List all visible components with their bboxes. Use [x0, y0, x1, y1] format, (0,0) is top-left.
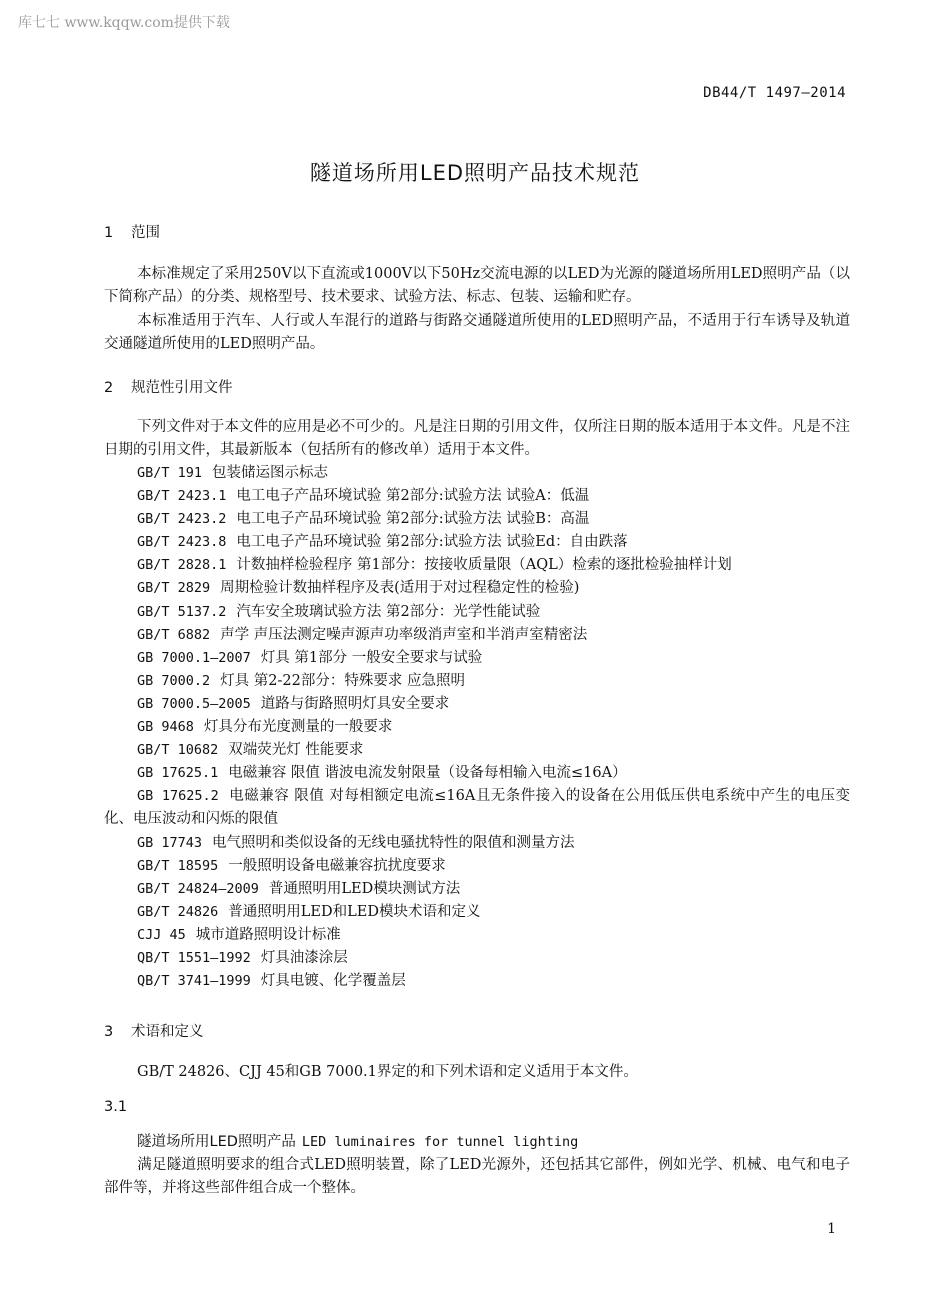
- reference-code: GB/T 10682: [137, 742, 219, 759]
- page-number: 1: [827, 1221, 836, 1237]
- reference-item: [104, 970, 850, 993]
- reference-title: 电磁兼容 限值 谐波电流发射限量（设备每相输入电流≤16A）: [228, 765, 627, 782]
- reference-code: GB/T 2423.1: [137, 488, 227, 505]
- reference-title: 一般照明设备电磁兼容抗扰度要求: [228, 857, 446, 874]
- reference-code: GB/T 2829: [137, 580, 211, 597]
- reference-item: [104, 624, 850, 647]
- reference-title: 周期检验计数抽样程序及表(适用于对过程稳定性的检验): [220, 580, 580, 597]
- section-title: 范围: [131, 225, 160, 241]
- reference-code: QB/T 3741—1999: [137, 973, 251, 990]
- reference-code: GB/T 24824—2009: [137, 880, 259, 897]
- reference-title: 城市道路照明设计标准: [195, 926, 341, 943]
- reference-title: 声学 声压法测定噪声源声功率级消声室和半消声室精密法: [220, 626, 588, 643]
- document-number: DB44/T 1497—2014: [703, 85, 846, 101]
- reference-title: 双端荧光灯 性能要求: [228, 742, 364, 759]
- reference-item: [104, 531, 850, 554]
- terms-intro: GB/T 24826、CJJ 45和GB 7000.1界定的和下列术语和定义适用于本文件。: [137, 1064, 638, 1080]
- reference-item: [104, 462, 850, 485]
- term-heading: [137, 1130, 578, 1151]
- reference-code: QB/T 1551—1992: [137, 949, 251, 966]
- reference-title: 电工电子产品环境试验 第2部分:试验方法 试验B：高温: [236, 511, 590, 528]
- reference-code: GB/T 2828.1: [137, 557, 227, 574]
- reference-title: 灯具分布光度测量的一般要求: [203, 719, 393, 736]
- reference-code: GB/T 2423.2: [137, 511, 227, 528]
- reference-code: GB/T 24826: [137, 903, 219, 920]
- reference-item: [104, 554, 850, 577]
- reference-item: [104, 601, 850, 624]
- reference-title: 灯具 第1部分 一般安全要求与试验: [260, 649, 483, 666]
- term-english: LED luminaires for tunnel lighting: [301, 1134, 579, 1150]
- reference-item: [104, 716, 850, 739]
- reference-item: [104, 670, 850, 693]
- reference-title: 普通照明用LED模块测试方法: [268, 880, 461, 897]
- reference-title: 普通照明用LED和LED模块术语和定义: [228, 903, 481, 920]
- reference-title: 道路与街路照明灯具安全要求: [260, 695, 450, 712]
- reference-item: [104, 508, 850, 531]
- reference-title: 灯具油漆涂层: [260, 949, 348, 966]
- reference-title: 电气照明和类似设备的无线电骚扰特性的限值和测量方法: [212, 834, 575, 851]
- term-definition: 满足隧道照明要求的组合式LED照明装置，除了LED光源外，还包括其它部件，例如光学、机械、电气和电子部件等，并将这些部件组合成一个整体。: [104, 1157, 850, 1196]
- section-number: 3: [104, 1024, 114, 1040]
- reference-title: 计数抽样检验程序 第1部分：按接收质量限（AQL）检索的逐批检验抽样计划: [236, 557, 732, 574]
- scope-paragraph-2: 本标准适用于汽车、人行或人车混行的道路与街路交通隧道所使用的LED照明产品，不适用于行车诱导及轨道交通隧道所使用的LED照明产品。: [104, 313, 850, 352]
- reference-title: 汽车安全玻璃试验方法 第2部分：光学性能试验: [236, 603, 541, 620]
- scope-paragraph-1: 本标准规定了采用250V以下直流或1000V以下50Hz交流电源的以LED为光源的隧道场所用LED照明产品（以下简称产品）的分类、规格型号、技术要求、试验方法、标志、包装、运输和贮存。: [104, 266, 850, 305]
- reference-code: GB 7000.5—2005: [137, 695, 251, 712]
- reference-item: [104, 762, 850, 785]
- section-1-heading: [104, 221, 160, 242]
- reference-title: 电磁兼容 限值 对每相额定电流≤16A且无条件接入的设备在公用低压供电系统中产生的电压变化、电压波动和闪烁的限值: [104, 788, 850, 828]
- reference-item: [104, 577, 850, 600]
- section-number: 1: [104, 225, 114, 241]
- document-title: 隧道场所用LED照明产品技术规范: [309, 161, 641, 185]
- reference-code: GB 7000.1—2007: [137, 649, 251, 666]
- reference-item: [104, 924, 850, 947]
- reference-item: [104, 785, 850, 831]
- reference-code: GB/T 191: [137, 465, 203, 481]
- section-3-heading: [104, 1020, 204, 1041]
- term-chinese: 隧道场所用LED照明产品: [137, 1134, 296, 1150]
- reference-code: GB 17625.2: [137, 788, 219, 805]
- section-number: 2: [104, 380, 114, 396]
- reference-item: [104, 947, 850, 970]
- reference-title: 包装储运图示标志: [212, 465, 329, 481]
- reference-code: GB 17743: [137, 834, 203, 851]
- reference-code: GB/T 6882: [137, 626, 211, 643]
- section-title: 规范性引用文件: [131, 380, 233, 396]
- watermark: 库七七 www.kqqw.com提供下载: [18, 15, 230, 31]
- reference-item: [104, 647, 850, 670]
- reference-code: GB/T 2423.8: [137, 534, 227, 551]
- reference-code: GB 7000.2: [137, 672, 211, 689]
- reference-code: GB/T 5137.2: [137, 603, 227, 620]
- section-2-heading: [104, 376, 233, 397]
- references-intro: 下列文件对于本文件的应用是必不可少的。凡是注日期的引用文件，仅所注日期的版本适用于本文件。凡是不注日期的引用文件，其最新版本（包括所有的修改单）适用于本文件。: [104, 419, 850, 458]
- reference-item: [104, 832, 850, 855]
- reference-title: 电工电子产品环境试验 第2部分:试验方法 试验A：低温: [236, 488, 590, 505]
- reference-item: [104, 878, 850, 901]
- reference-code: GB/T 18595: [137, 857, 219, 874]
- reference-title: 灯具 第2-22部分：特殊要求 应急照明: [220, 672, 465, 689]
- reference-item: [104, 855, 850, 878]
- reference-code: GB 17625.1: [137, 765, 219, 782]
- reference-list: [104, 462, 850, 993]
- reference-item: [104, 739, 850, 762]
- reference-title: 电工电子产品环境试验 第2部分:试验方法 试验Ed：自由跌落: [236, 534, 628, 551]
- reference-item: [104, 693, 850, 716]
- term-number: 3.1: [104, 1099, 128, 1115]
- section-title: 术语和定义: [131, 1024, 204, 1040]
- reference-title: 灯具电镀、化学覆盖层: [260, 973, 406, 990]
- reference-code: GB 9468: [137, 719, 194, 736]
- reference-item: [104, 485, 850, 508]
- reference-code: CJJ 45: [137, 926, 186, 943]
- reference-item: [104, 901, 850, 924]
